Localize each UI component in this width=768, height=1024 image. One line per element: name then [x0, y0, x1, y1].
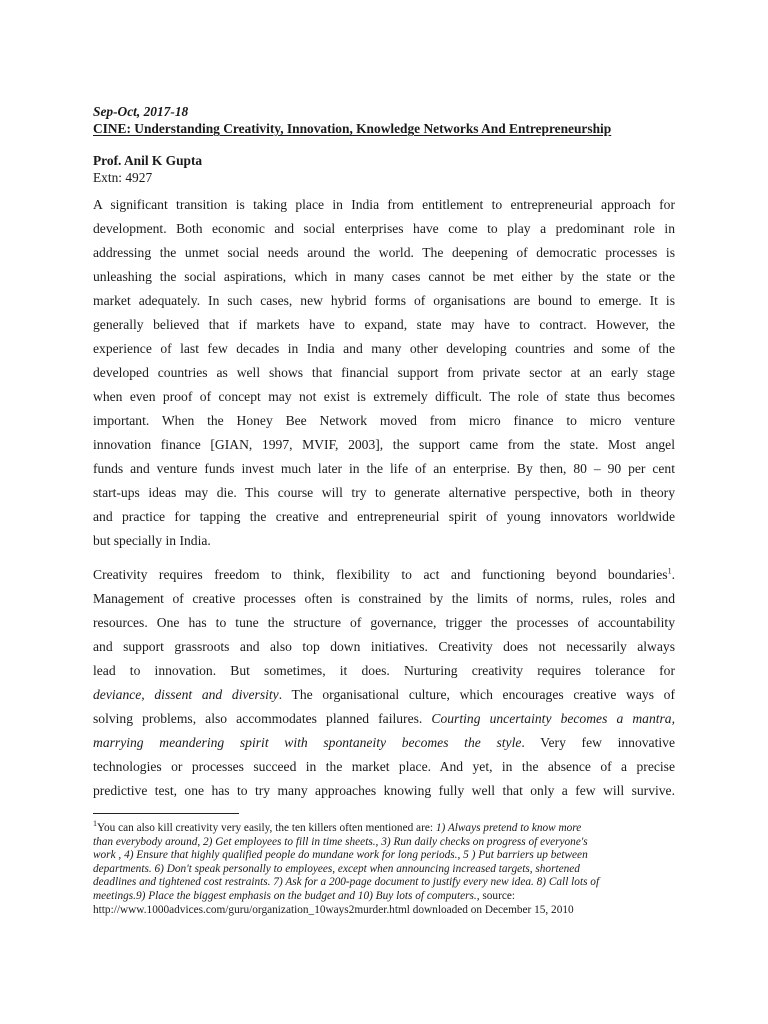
footnote-italic: 1) Always pretend to know more	[435, 822, 582, 834]
paragraph-1-line: innovation finance [GIAN, 1997, MVIF, 2003], the support came from the state. Most angel	[93, 437, 675, 452]
paragraph-2-line	[93, 710, 675, 728]
paragraph-1-line: funds and venture funds invest much later in the life of an enterprise. By then, 80 – 90 per cent	[93, 461, 675, 476]
italic-phrase: deviance, dissent and diversity	[93, 687, 279, 702]
paragraph-1-line: experience of last few decades in India and many other developing countries and some of the	[93, 341, 675, 356]
footnote-source-link[interactable]: http://www.1000advices.com/guru/organization_10ways2murder.html downloaded on December 15, 2010	[93, 904, 574, 916]
paragraph-2-line	[93, 566, 675, 584]
footnote-line: work , 4) Ensure that highly qualified people do mundane work for long periods., 5 ) Put barriers up between	[93, 849, 588, 861]
footnote-marker: 1	[93, 819, 97, 829]
document-date: Sep-Oct, 2017-18	[93, 104, 189, 119]
paragraph-1-line: unleashing the social aspirations, which in many cases cannot be met either by the state or the	[93, 269, 675, 284]
paragraph-2-text: .	[671, 567, 675, 582]
footnote-divider	[93, 813, 239, 814]
paragraph-2-line	[93, 734, 675, 752]
footnote-text: You can also kill creativity very easily, the ten killers often mentioned are:	[97, 822, 436, 834]
footnote-reference[interactable]: 1	[667, 566, 672, 576]
paragraph-2-line: technologies or processes succeed in the market place. And yet, in the absence of a precise	[93, 759, 675, 774]
paragraph-1-line: generally believed that if markets have to expand, state may have to contract. However, the	[93, 317, 675, 332]
paragraph-1-line: but specially in India.	[93, 533, 211, 548]
footnote-line: departments. 6) Don't speak personally to employees, except when announcing increased targets, shortened	[93, 863, 580, 875]
paragraph-1-line: important. When the Honey Bee Network moved from micro finance to micro venture	[93, 413, 675, 428]
extension-number: Extn: 4927	[93, 170, 153, 185]
paragraph-1-line: development. Both economic and social enterprises have come to play a predominant role in	[93, 221, 675, 236]
paragraph-2-line: Management of creative processes often is constrained by the limits of norms, rules, roles and	[93, 591, 675, 606]
footnote-italic: meetings.9) Place the biggest emphasis on the budget and 10) Buy lots of computers.,	[93, 890, 480, 902]
footnote-text: source:	[479, 890, 515, 902]
paragraph-2-line: resources. One has to tune the structure of governance, trigger the processes of accountability	[93, 615, 675, 630]
paragraph-1-line: start-ups ideas may die. This course will try to generate alternative perspective, both in theory	[93, 485, 675, 500]
paragraph-2-line: and support grassroots and also top down initiatives. Creativity does not necessarily always	[93, 639, 675, 654]
footnote-line: than everybody around, 2) Get employees to fill in time sheets., 3) Run daily checks on progress of everyone's	[93, 836, 588, 848]
paragraph-2-text: . Very few innovative	[521, 735, 675, 750]
paragraph-2-text: . The organisational culture, which encourages creative ways of	[278, 687, 676, 702]
paragraph-1-line: and practice for tapping the creative and entrepreneurial spirit of young innovators worldwide	[93, 509, 675, 524]
italic-phrase: Courting uncertainty becomes a mantra,	[431, 711, 676, 726]
paragraph-1-line: A significant transition is taking place in India from entitlement to entrepreneurial approach for	[93, 197, 675, 212]
footnote-line	[93, 819, 675, 835]
paragraph-1-line: when even proof of concept may not exist is extremely difficult. The role of state thus becomes	[93, 389, 675, 404]
paragraph-2-line	[93, 686, 675, 704]
footnote-line	[93, 890, 675, 903]
footnote-line: deadlines and tightened cost restraints. 7) Ask for a 200-page document to justify every new idea. 8) Call lots of	[93, 876, 600, 888]
paragraph-1-line: addressing the unmet social needs around the world. The deepening of democratic processes is	[93, 245, 675, 260]
course-title: CINE: Understanding Creativity, Innovation, Knowledge Networks And Entrepreneurship	[93, 121, 612, 136]
italic-phrase: marrying meandering spirit with spontaneity becomes the style	[93, 735, 522, 750]
paragraph-1-line: developed countries as well shows that financial support from private sector at an early stage	[93, 365, 675, 380]
professor-name: Prof. Anil K Gupta	[93, 153, 203, 168]
paragraph-2-line: lead to innovation. But sometimes, it does. Nurturing creativity requires tolerance for	[93, 663, 675, 678]
paragraph-2-line: predictive test, one has to try many approaches knowing fully well that only a few will survive.	[93, 783, 675, 798]
paragraph-2-text: Creativity requires freedom to think, flexibility to act and functioning beyond boundaries	[93, 567, 668, 582]
paragraph-2-text: solving problems, also accommodates planned failures.	[93, 711, 432, 726]
paragraph-1-line: market adequately. In such cases, new hybrid forms of organisations are bound to emerge. It is	[93, 293, 675, 308]
